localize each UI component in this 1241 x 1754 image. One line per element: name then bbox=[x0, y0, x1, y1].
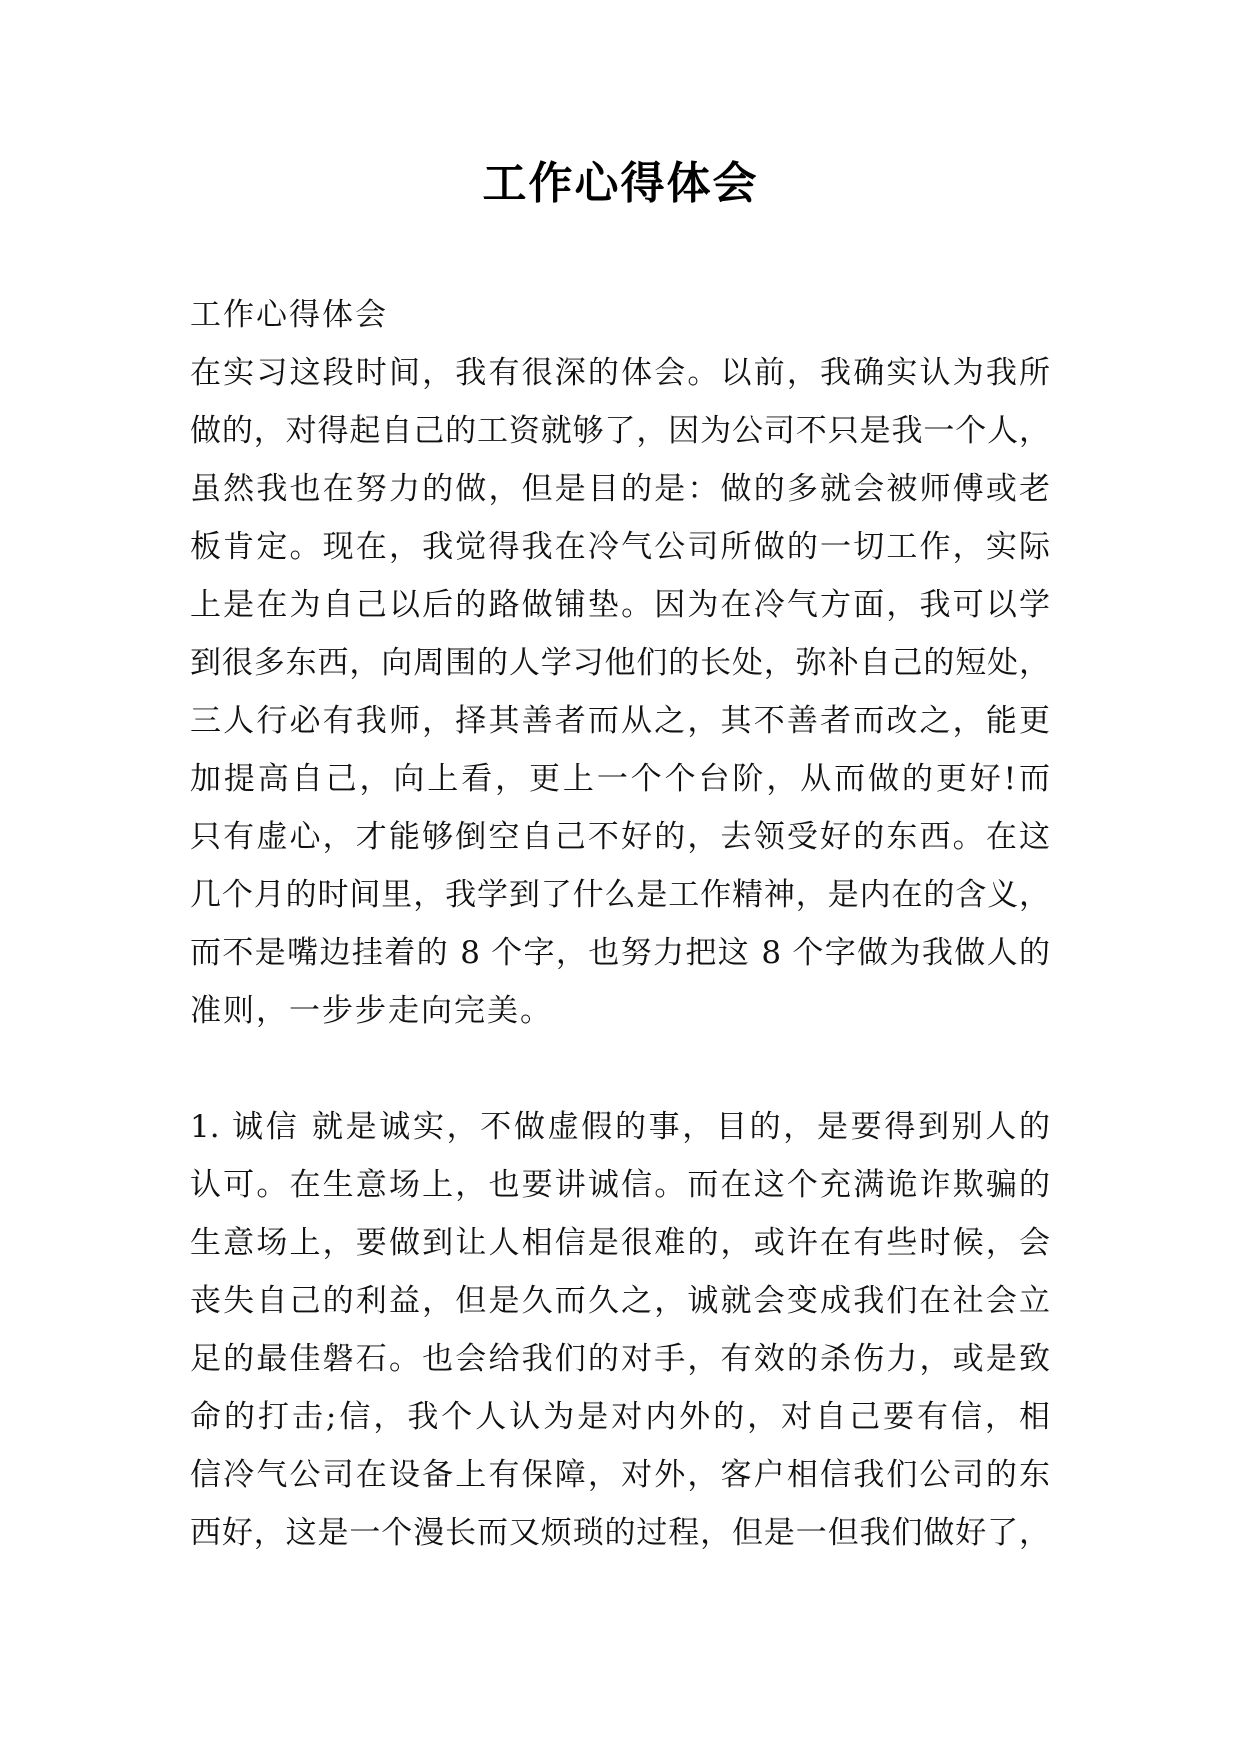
body-line: 做的，对得起自己的工资就够了，因为公司不只是我一个人， bbox=[190, 413, 1050, 449]
body-line: 信冷气公司在设备上有保障，对外，客户相信我们公司的东 bbox=[190, 1457, 1050, 1493]
body-line: 命的打击;信，我个人认为是对内外的，对自己要有信，相 bbox=[190, 1399, 1050, 1435]
body-line: 加提高自己，向上看，更上一个个台阶，从而做的更好!而 bbox=[190, 761, 1050, 797]
paragraph-gap bbox=[190, 1040, 1050, 1098]
body-line: 而不是嘴边挂着的 8 个字，也努力把这 8 个字做为我做人的 bbox=[190, 935, 1050, 971]
body-line: 准则，一步步走向完美。 bbox=[190, 993, 553, 1029]
body-line: 足的最佳磐石。也会给我们的对手，有效的杀伤力，或是致 bbox=[190, 1341, 1050, 1377]
body-line: 工作心得体会 bbox=[190, 297, 388, 333]
body-line: 虽然我也在努力的做，但是目的是：做的多就会被师傅或老 bbox=[190, 471, 1050, 507]
body-line: 板肯定。现在，我觉得我在冷气公司所做的一切工作，实际 bbox=[190, 529, 1050, 565]
body-line: 三人行必有我师，择其善者而从之，其不善者而改之，能更 bbox=[190, 703, 1050, 739]
document-body bbox=[190, 286, 1050, 1562]
body-line: 在实习这段时间，我有很深的体会。以前，我确实认为我所 bbox=[190, 355, 1050, 391]
body-line: 生意场上，要做到让人相信是很难的，或许在有些时候，会 bbox=[190, 1225, 1050, 1261]
body-line: 西好，这是一个漫长而又烦琐的过程，但是一但我们做好了， bbox=[190, 1515, 1050, 1551]
body-line: 认可。在生意场上，也要讲诚信。而在这个充满诡诈欺骗的 bbox=[190, 1167, 1050, 1203]
body-line: 到很多东西，向周围的人学习他们的长处，弥补自己的短处， bbox=[190, 645, 1050, 681]
document-title: 工作心得体会 bbox=[482, 158, 759, 209]
body-line: 1. 诚信 就是诚实，不做虚假的事，目的，是要得到别人的 bbox=[190, 1109, 1050, 1145]
body-line: 上是在为自己以后的路做铺垫。因为在冷气方面，我可以学 bbox=[190, 587, 1050, 623]
body-line: 只有虚心，才能够倒空自己不好的，去领受好的东西。在这 bbox=[190, 819, 1050, 855]
body-line: 几个月的时间里，我学到了什么是工作精神，是内在的含义， bbox=[190, 877, 1050, 913]
body-line: 丧失自己的利益，但是久而久之，诚就会变成我们在社会立 bbox=[190, 1283, 1050, 1319]
